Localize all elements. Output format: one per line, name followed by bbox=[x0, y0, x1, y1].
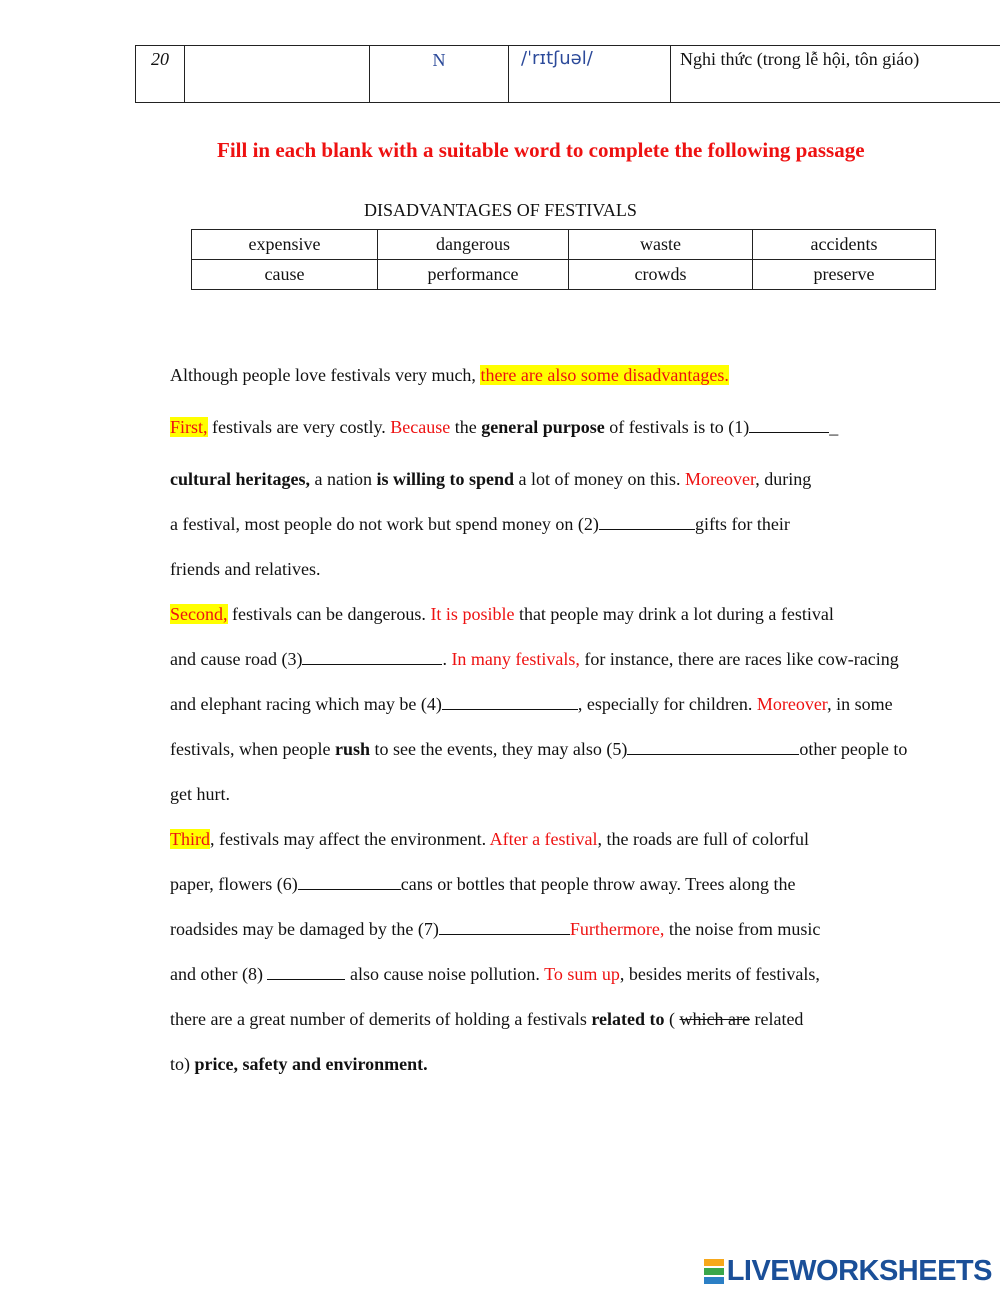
word-bank-cell: waste bbox=[569, 230, 753, 260]
word-bank-cell: dangerous bbox=[378, 230, 569, 260]
passage-line bbox=[170, 512, 790, 536]
bold-phrase: price, safety and environment. bbox=[194, 1054, 428, 1074]
blank-6[interactable] bbox=[298, 872, 401, 890]
word-bank-cell: accidents bbox=[753, 230, 936, 260]
signal-word-because: Because bbox=[390, 417, 451, 437]
bold-phrase: cultural heritages, bbox=[170, 469, 310, 489]
passage-line bbox=[170, 557, 320, 581]
vocab-word-cell[interactable] bbox=[185, 46, 370, 102]
passage-line bbox=[170, 917, 820, 941]
passage-line bbox=[170, 827, 809, 851]
passage-line bbox=[170, 782, 230, 806]
word-bank-cell: cause bbox=[192, 260, 378, 290]
blank-4[interactable] bbox=[442, 692, 578, 710]
signal-phrase: After a festival bbox=[489, 829, 598, 849]
passage-text: , during bbox=[755, 469, 812, 489]
blank-3[interactable] bbox=[302, 647, 442, 665]
passage-text: _ bbox=[829, 417, 839, 437]
passage-text: and cause road (3) bbox=[170, 649, 303, 669]
passage-line bbox=[170, 467, 811, 491]
passage-text: there are a great number of demerits of holding a festivals bbox=[170, 1009, 592, 1029]
word-bank-table bbox=[191, 229, 936, 290]
signal-word-second: Second, bbox=[170, 604, 228, 624]
passage-text: , besides merits of festivals, bbox=[619, 964, 820, 984]
passage-text: other people to bbox=[799, 739, 908, 759]
word-bank-title: DISADVANTAGES OF FESTIVALS bbox=[364, 200, 637, 220]
passage-text: get hurt. bbox=[170, 784, 230, 804]
vocab-table-row bbox=[135, 45, 1000, 103]
passage-text: of festivals is to (1) bbox=[604, 417, 750, 437]
passage-text: roadsides may be damaged by the (7) bbox=[170, 919, 439, 939]
blank-2[interactable] bbox=[599, 512, 695, 530]
passage-text: festivals can be dangerous. bbox=[227, 604, 431, 624]
signal-word-third: Third bbox=[170, 829, 210, 849]
passage-text: , the roads are full of colorful bbox=[597, 829, 809, 849]
passage-text: to see the events, they may also (5) bbox=[369, 739, 628, 759]
bold-word: rush bbox=[334, 739, 370, 759]
passage-line bbox=[170, 737, 907, 761]
passage-text: festivals are very costly. bbox=[207, 417, 391, 437]
word-bank-row bbox=[192, 260, 936, 290]
passage-text: to) bbox=[170, 1054, 195, 1074]
struck-text: which are bbox=[679, 1009, 750, 1029]
liveworksheets-brand bbox=[704, 1254, 992, 1288]
word-bank-cell: expensive bbox=[192, 230, 378, 260]
passage-line bbox=[170, 415, 838, 439]
passage-text: paper, flowers (6) bbox=[170, 874, 298, 894]
passage-text: that people may drink a lot during a festival bbox=[514, 604, 834, 624]
word-bank-cell: preserve bbox=[753, 260, 936, 290]
passage-text: also cause noise pollution. bbox=[345, 964, 545, 984]
blank-7[interactable] bbox=[439, 917, 570, 935]
liveworksheets-logo-icon bbox=[704, 1259, 724, 1284]
vocab-number: 20 bbox=[136, 46, 185, 102]
passage-text: the noise from music bbox=[664, 919, 821, 939]
passage-line bbox=[170, 962, 820, 986]
vocab-ipa: /ˈrɪtʃuəl/ bbox=[509, 46, 671, 102]
highlight-text: there are also some disadvantages. bbox=[480, 365, 729, 385]
brand-text: LIVEWORKSHEETS bbox=[726, 1254, 992, 1287]
passage-text: a nation bbox=[309, 469, 377, 489]
passage-text: and other (8) bbox=[170, 964, 268, 984]
signal-word-moreover: Moreover bbox=[756, 694, 828, 714]
passage-text: a lot of money on this. bbox=[514, 469, 685, 489]
word-bank-cell: crowds bbox=[569, 260, 753, 290]
passage-text: a festival, most people do not work but spend money on (2) bbox=[170, 514, 599, 534]
signal-word-first: First, bbox=[170, 417, 208, 437]
word-bank-row bbox=[192, 230, 936, 260]
passage-text: . bbox=[442, 649, 452, 669]
passage-line bbox=[170, 647, 899, 671]
passage-text: ( bbox=[664, 1009, 680, 1029]
passage-text: Although people love festivals very much, bbox=[170, 365, 481, 385]
passage-text: related bbox=[749, 1009, 804, 1029]
passage-text: , festivals may affect the environment. bbox=[210, 829, 490, 849]
passage-text: cans or bottles that people throw away. Trees along the bbox=[400, 874, 796, 894]
bold-phrase: general purpose bbox=[481, 417, 605, 437]
passage-line bbox=[170, 692, 893, 716]
passage-text: gifts for their bbox=[694, 514, 790, 534]
passage-text: festivals, when people bbox=[170, 739, 335, 759]
word-bank-cell: performance bbox=[378, 260, 569, 290]
signal-phrase: In many festivals, bbox=[451, 649, 580, 669]
bold-phrase: is willing to spend bbox=[376, 469, 515, 489]
signal-phrase: It is posible bbox=[430, 604, 515, 624]
passage-line bbox=[170, 872, 795, 896]
blank-5[interactable] bbox=[627, 737, 799, 755]
blank-1[interactable] bbox=[749, 415, 829, 433]
signal-phrase: To sum up bbox=[544, 964, 620, 984]
signal-word-furthermore: Furthermore, bbox=[569, 919, 665, 939]
passage-intro bbox=[170, 363, 729, 387]
exercise-instruction: Fill in each blank with a suitable word to complete the following passage bbox=[217, 138, 865, 162]
passage-text: , in some bbox=[827, 694, 893, 714]
passage-line bbox=[170, 602, 834, 626]
vocab-meaning: Nghi thức (trong lễ hội, tôn giáo) bbox=[680, 49, 920, 69]
passage-text: and elephant racing which may be (4) bbox=[170, 694, 442, 714]
passage-text: the bbox=[450, 417, 482, 437]
passage-line bbox=[170, 1052, 428, 1076]
passage-text: , especially for children. bbox=[577, 694, 757, 714]
passage-line bbox=[170, 1007, 803, 1031]
vocab-word-type: N bbox=[370, 46, 509, 102]
passage-text: friends and relatives. bbox=[170, 559, 321, 579]
signal-word-moreover: Moreover bbox=[685, 469, 756, 489]
bold-phrase: related to bbox=[591, 1009, 665, 1029]
blank-8[interactable] bbox=[267, 962, 345, 980]
passage-text: for instance, there are races like cow-racing bbox=[579, 649, 899, 669]
